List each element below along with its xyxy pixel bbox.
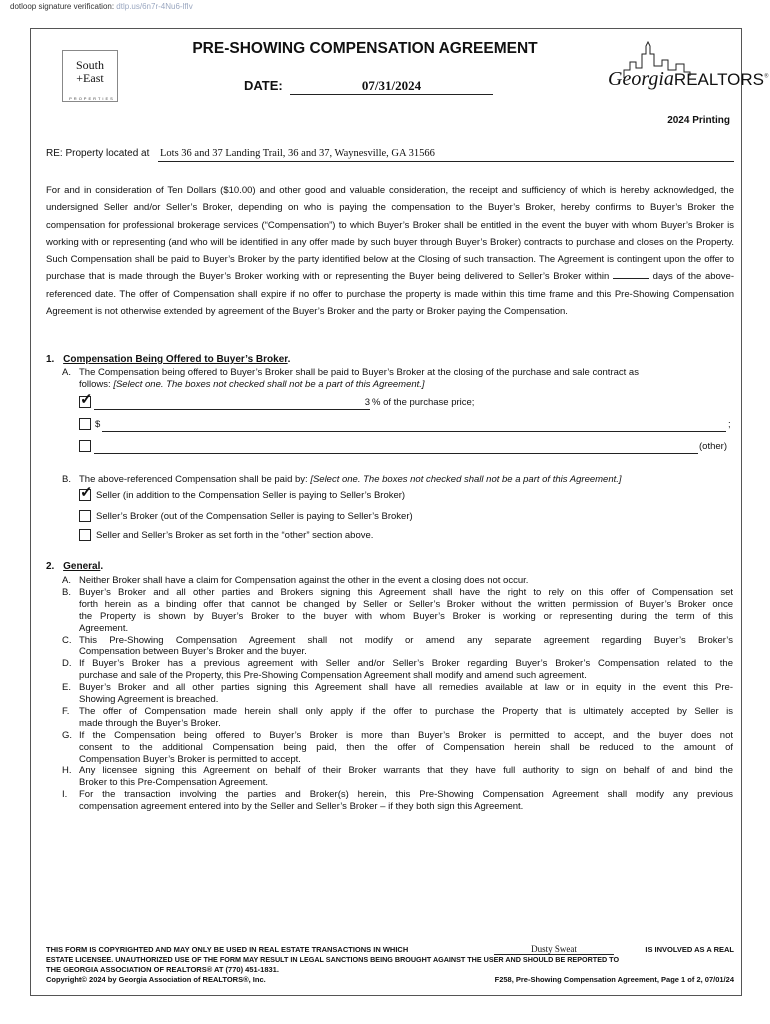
flat-fee-suffix: ; [728, 419, 731, 430]
section-1b-text: The above-referenced Compensation shall be paid by: [79, 474, 308, 485]
general-item-text: forth herein as a binding offer that cannot be changed by Seller or Seller’s Broker without the written permission of Buyer’s Broker once [79, 598, 733, 610]
section-1a-letter: A. [62, 367, 71, 378]
footer-line-1-right: IS INVOLVED AS A REAL [645, 945, 734, 954]
option-flat-fee-checkbox[interactable] [79, 418, 91, 430]
payer-both-label: Seller and Seller’s Broker as set forth in the “other” section above. [96, 530, 374, 541]
dollar-sign: $ [95, 419, 101, 430]
footer-line-1 [46, 945, 734, 955]
section-1a-instruction: [Select one. The boxes not checked shall not be a part of this Agreement.] [113, 379, 425, 390]
percentage-value[interactable]: 3 [364, 397, 370, 408]
checkmark-icon: ✓ [80, 484, 93, 501]
general-item-text: Compensation between Buyer’s Broker and the buyer. [79, 646, 307, 658]
general-item-letter: I. [62, 789, 68, 801]
property-row [46, 148, 734, 159]
general-item-text: purchase and sale of the Property, this Pre-Showing Compensation Agreement shall modify and amend such agreement. [79, 670, 587, 682]
payer-sellers-broker-checkbox[interactable] [79, 510, 91, 522]
general-item-text: For the transaction involving the parties and Broker(s) herein, this Pre-Showing Compensation Agreement shall modify any previous [79, 789, 733, 801]
verification-link[interactable]: dtlp.us/6n7r-4Nu6-lfIv [116, 2, 193, 11]
general-item-text: Any licensee signing this Agreement on behalf of their Broker warrants that they have full authority to sign on behalf of and bind the [79, 765, 733, 777]
georgia-realtors-wordmark [608, 68, 769, 91]
days-field[interactable] [613, 269, 649, 279]
general-item-text: Showing Agreement is breached. [79, 694, 219, 705]
copyright: Copyright© 2024 by Georgia Association of REALTORS®, Inc. [46, 975, 266, 984]
general-item-text: compensation agreement entered into by the Seller and Seller’s Broker – if they both sign this Agreement. [79, 801, 524, 813]
payer-seller-checkbox[interactable] [79, 484, 93, 501]
date-label: DATE: [244, 78, 283, 93]
footer-line-2: ESTATE LICENSEE. UNAUTHORIZED USE OF THE FORM MAY RESULT IN LEGAL SANCTIONS BEING BROUGHT AGAINST THE USER AND SHOULD BE REPORTED TO [46, 955, 620, 964]
payer-both-checkbox[interactable] [79, 529, 91, 541]
section-2-title: General [63, 561, 101, 572]
page-title: PRE-SHOWING COMPENSATION AGREEMENT [192, 40, 538, 57]
section-1b-instruction: [Select one. The boxes not checked shall not be a part of this Agreement.] [310, 474, 622, 485]
section-1a-follows: follows: [79, 379, 111, 390]
general-item-text: The offer of Compensation made herein shall only apply if the offer to purchase the Property that is ultimately accepted by Seller is [79, 705, 733, 717]
intro-paragraph [46, 182, 734, 320]
signature-verification-bar [10, 2, 193, 11]
logo-line-2: +East [76, 71, 104, 85]
checkmark-icon: ✓ [80, 391, 93, 408]
southeast-properties-logo [62, 50, 118, 102]
general-item-text: Buyer’s Broker and all other parties signing this Agreement shall have all remedies available at law or in equity in the event this Pre- [79, 682, 733, 694]
general-item-letter: E. [62, 682, 71, 694]
general-item-letter: C. [62, 634, 72, 646]
general-item-letter: F. [62, 705, 70, 717]
section-1-heading [46, 354, 290, 365]
general-item-text: made through the Buyer’s Broker. [79, 717, 221, 729]
section-1a-line2 [79, 379, 425, 391]
payer-seller-label: Seller (in addition to the Compensation Seller is paying to Seller’s Broker) [96, 490, 406, 501]
property-label: RE: Property located at [46, 148, 150, 159]
general-item-letter: B. [62, 586, 71, 598]
percentage-underline [94, 408, 370, 410]
general-item-text: Broker to this Pre-Compensation Agreement. [79, 777, 269, 789]
logo-line-1: South [75, 58, 104, 72]
footer-line-4 [46, 975, 734, 985]
general-item-text: Agreement. [79, 622, 129, 634]
date-field[interactable]: 07/31/2024 [290, 78, 493, 95]
general-item-text: the Property is shown by Buyer’s Broker to the buyer with whom Buyer’s Broker is working or representing during the term of this [79, 610, 733, 622]
georgia-script: Georgia [608, 68, 674, 90]
percentage-suffix: % of the purchase price; [372, 397, 475, 408]
section-1-title: Compensation Being Offered to Buyer’s Broker [63, 354, 288, 365]
page-footer [46, 945, 734, 985]
general-item-letter: H. [62, 765, 72, 777]
payer-sellers-broker-label: Seller’s Broker (out of the Compensation Seller is paying to Seller’s Broker) [96, 511, 413, 522]
section-2-heading [46, 561, 103, 572]
general-item-text: If the Compensation being offered to Buyer’s Broker is more than Buyer’s Broker is permitted to accept, and the buyer does not [79, 729, 733, 741]
georgia-realtors-logo [606, 40, 769, 104]
footer-line-1-left: THIS FORM IS COPYRIGHTED AND MAY ONLY BE USED IN REAL ESTATE TRANSACTIONS IN WHICH [46, 945, 409, 954]
other-field[interactable] [94, 452, 698, 454]
registered-mark: ® [764, 73, 769, 80]
footer-line-3: THE GEORGIA ASSOCIATION OF REALTORS® AT (770) 451-1831. [46, 965, 279, 974]
section-1b-line [79, 474, 622, 486]
general-item-text: If Buyer’s Broker has a previous agreement with Seller and/or Seller’s Broker regarding Buyer’s Broker’s Compensation related to the [79, 658, 733, 670]
general-item-text: consent to the additional Compensation being paid, then the offer of Compensation herein shall be reduced to the amount of [79, 741, 733, 753]
licensee-name-field[interactable]: Dusty Sweat [494, 944, 614, 955]
general-item-text: Compensation Buyer’s Broker is permitted to accept. [79, 753, 301, 765]
general-item-letter: A. [62, 575, 71, 586]
realtors-word: REALTORS [673, 70, 764, 89]
intro-text-2: days of the above-referenced date. The offer of Compensation shall expire if no offer to purchase the property is made within this time frame and this Pre-Showing Compensation Agreement is not otherwise extended by agreement of the Buyer’s Broker and the party or Broker paying the Compensation. [46, 271, 735, 318]
general-item-letter: G. [62, 729, 73, 741]
property-address-field[interactable]: Lots 36 and 37 Landing Trail, 36 and 37, Waynesville, GA 31566 [158, 148, 734, 162]
section-1-period: . [287, 354, 291, 365]
verification-label: dotloop signature verification: [10, 2, 115, 11]
intro-text-1: For and in consideration of Ten Dollars ($10.00) and other good and valuable consideration, the receipt and sufficiency of which is hereby acknowledged, the undersigned Seller and/or Seller’s Broker, depending on who is paying the compensation to the Buyer’s Broker, hereby confirms to Buyer’s Broker the compensation for professional brokerage services (“Compensation”) to which Buyer’s Broker shall be entitled in the event the buyer with whom Buyer’s Broker is working with or representing (and who will be identified in any offer made by such buyer through Buyer’s Broker) contracts to purchase and closes on the Property. Such Compensation shall be paid to Buyer’s Broker by the party identified below at the Closing of such transaction. The Agreement is contingent upon the offer to purchase that is made through the Buyer’s Broker working with or representing the Buyer being delivered to Seller’s Broker within [46, 185, 734, 283]
section-1b-letter: B. [62, 474, 71, 485]
section-1a-text: The Compensation being offered to Buyer’s Broker shall be paid to Buyer’s Broker at the closing of the purchase and sale contract as [79, 367, 639, 378]
section-2-number: 2. [46, 561, 55, 572]
option-other-checkbox[interactable] [79, 440, 91, 452]
form-id: F258, Pre-Showing Compensation Agreement, Page 1 of 2, 07/01/24 [494, 975, 734, 984]
general-item-letter: D. [62, 658, 72, 670]
flat-fee-field[interactable] [102, 430, 726, 432]
option-percentage-checkbox[interactable] [79, 391, 93, 408]
section-2-period: . [100, 561, 104, 572]
section-1-number: 1. [46, 354, 55, 365]
general-item-text: Buyer’s Broker and all other parties and Brokers signing this Agreement shall have the right to rely on this offer of Compensation set [79, 586, 733, 598]
logo-sub-text: PROPERTIES [69, 96, 115, 101]
printing-year: 2024 Printing [667, 115, 730, 126]
general-item-text: Neither Broker shall have a claim for Compensation against the other in the event a closing does not occur. [79, 575, 529, 586]
general-item-text: This Pre-Showing Compensation Agreement shall not modify or amend any separate agreement regarding Buyer’s Broker’s [79, 634, 733, 646]
other-suffix: (other) [699, 441, 727, 452]
